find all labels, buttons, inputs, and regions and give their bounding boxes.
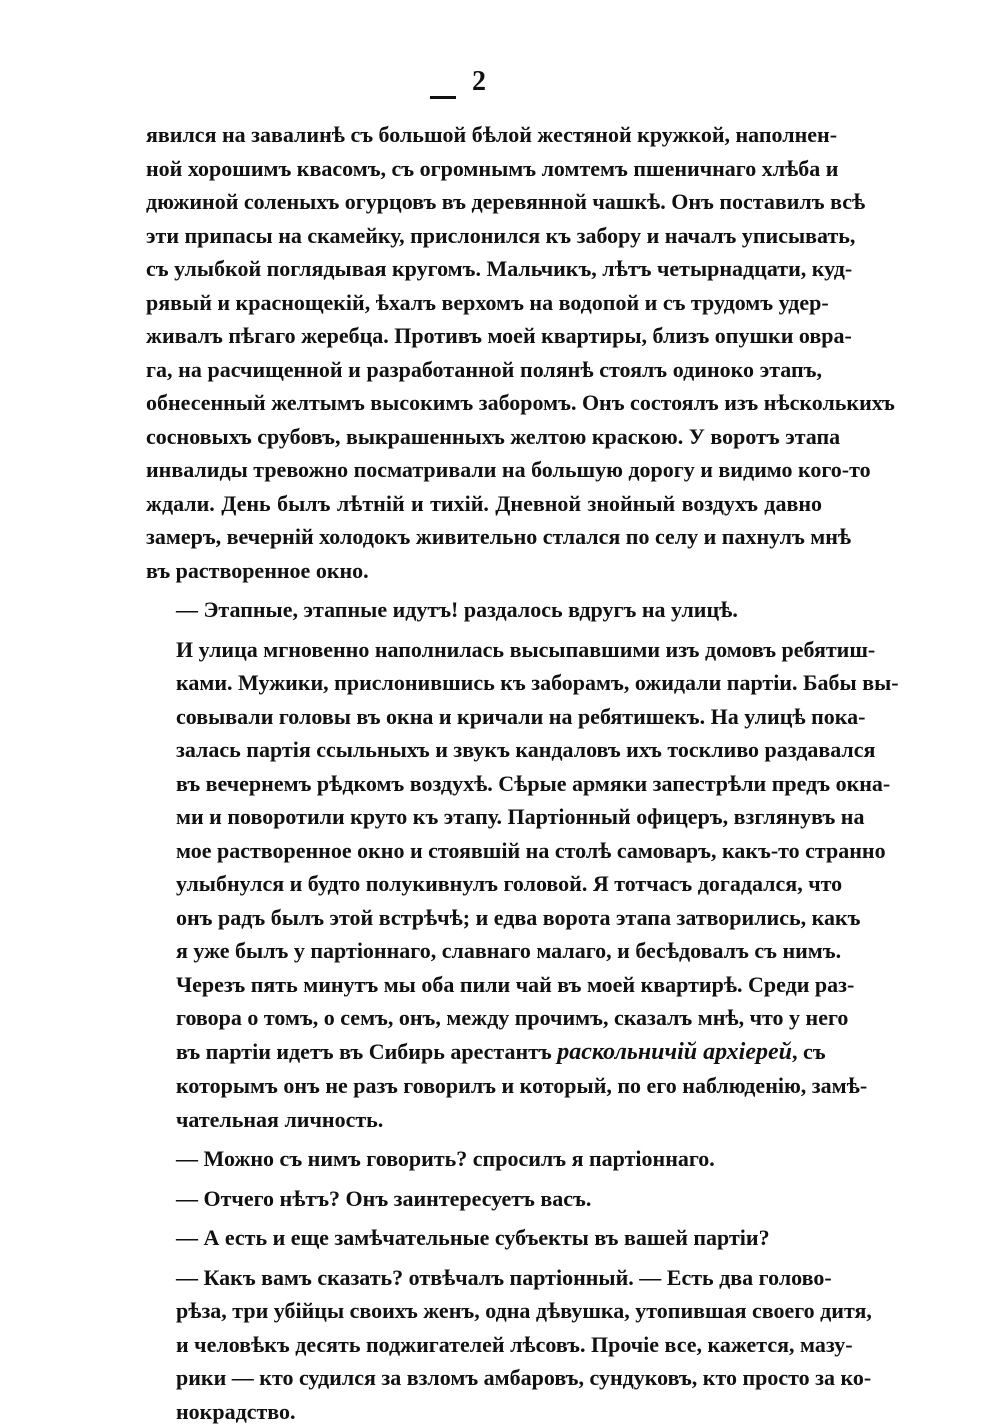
- text-line: дюжиной соленыхъ огурцовъ въ деревянной чашкѣ. Онъ поставилъ всѣ: [146, 185, 822, 219]
- text-line: чательная личность.: [146, 1103, 822, 1137]
- emphasized-text: раскольничій архіерей: [557, 1039, 792, 1065]
- text-line: И улица мгновенно наполнилась высыпавшими изъ домовъ ребятиш-: [146, 633, 822, 667]
- text-line: — Этапные, этапные идутъ! раздалось вдругъ на улицѣ.: [146, 593, 822, 627]
- body-text: [146, 118, 822, 1428]
- text-line: сосновыхъ срубовъ, выкрашенныхъ желтою краскою. У воротъ этапа: [146, 420, 822, 454]
- text-line: — Отчего нѣтъ? Онъ заинтересуетъ васъ.: [146, 1182, 822, 1216]
- text-line: рявый и краснощекій, ѣхалъ верхомъ на водопой и съ трудомъ удер-: [146, 286, 822, 320]
- text-line: явился на завалинѣ съ большой бѣлой жестяной кружкой, наполнен-: [146, 118, 822, 152]
- text-line: инвалиды тревожно посматривали на большую дорогу и видимо кого-то: [146, 453, 822, 487]
- header-dash: [430, 96, 456, 99]
- paragraph: [146, 633, 822, 1137]
- text-line: совывали головы въ окна и кричали на ребятишекъ. На улицѣ пока-: [146, 700, 822, 734]
- text-line: ками. Мужики, прислонившись къ заборамъ, ожидали партіи. Бабы вы-: [146, 666, 822, 700]
- page-header: [0, 66, 1000, 106]
- paragraph: [146, 1261, 822, 1428]
- text-line: въ партіи идетъ въ Сибирь арестантъ раскольничій архіерей, съ: [146, 1035, 822, 1070]
- text-line: ми и поворотили круто къ этапу. Партіонный офицеръ, взглянувъ на: [146, 800, 822, 834]
- text-line: съ улыбкой поглядывая кругомъ. Мальчикъ, лѣтъ четырнадцати, куд-: [146, 252, 822, 286]
- paragraph: [146, 118, 822, 587]
- text-line: залась партія ссыльныхъ и звукъ кандаловъ ихъ тоскливо раздавался: [146, 733, 822, 767]
- text-line: Черезъ пять минутъ мы оба пили чай въ моей квартирѣ. Среди раз-: [146, 968, 822, 1002]
- text-line: и человѣкъ десять поджигателей лѣсовъ. Прочіе все, кажется, мазу-: [146, 1328, 822, 1362]
- text-line: ждали. День былъ лѣтній и тихій. Дневной знойный воздухъ давно: [146, 487, 822, 521]
- text-line: рики — кто судился за взломъ амбаровъ, сундуковъ, кто просто за ко-: [146, 1361, 822, 1395]
- text-line: эти припасы на скамейку, прислонился къ забору и началъ уписывать,: [146, 219, 822, 253]
- text-line: нокрадство.: [146, 1395, 822, 1428]
- text-line: мое растворенное окно и стоявшій на столѣ самоваръ, какъ-то странно: [146, 834, 822, 868]
- text-line: въ растворенное окно.: [146, 554, 822, 588]
- text-line: — Какъ вамъ сказать? отвѣчалъ партіонный. — Есть два голово-: [146, 1261, 822, 1295]
- text-line: рѣза, три убійцы своихъ женъ, одна дѣвушка, утопившая своего дитя,: [146, 1294, 822, 1328]
- text-line: въ вечернемъ рѣдкомъ воздухѣ. Сѣрые армяки запестрѣли предъ окна-: [146, 767, 822, 801]
- text-line: говора о томъ, о семъ, онъ, между прочимъ, сказалъ мнѣ, что у него: [146, 1001, 822, 1035]
- text-line: га, на расчищенной и разработанной полянѣ стоялъ одиноко этапъ,: [146, 353, 822, 387]
- text-line: живалъ пѣгаго жеребца. Противъ моей квартиры, близъ опушки овра-: [146, 319, 822, 353]
- text-line: замеръ, вечерній холодокъ живительно стлался по селу и пахнулъ мнѣ: [146, 520, 822, 554]
- text-line: — Можно съ нимъ говорить? спросилъ я партіоннаго.: [146, 1142, 822, 1176]
- text-line: — А есть и еще замѣчательные субъекты въ вашей партіи?: [146, 1221, 822, 1255]
- text-line: улыбнулся и будто полукивнулъ головой. Я тотчасъ догадался, что: [146, 867, 822, 901]
- text-line: ной хорошимъ квасомъ, съ огромнымъ ломтемъ пшеничнаго хлѣба и: [146, 152, 822, 186]
- paragraph: [146, 1221, 822, 1255]
- text-line: обнесенный желтымъ высокимъ заборомъ. Онъ состоялъ изъ нѣсколькихъ: [146, 386, 822, 420]
- text-line: которымъ онъ не разъ говорилъ и который, по его наблюденію, замѣ-: [146, 1069, 822, 1103]
- paragraph: [146, 1182, 822, 1216]
- text-line: я уже былъ у партіоннаго, славнаго малаго, и бесѣдовалъ съ нимъ.: [146, 934, 822, 968]
- paragraph: [146, 1142, 822, 1176]
- page-number: 2: [472, 66, 486, 98]
- text-line: онъ радъ былъ этой встрѣчѣ; и едва ворота этапа затворились, какъ: [146, 901, 822, 935]
- paragraph: [146, 593, 822, 627]
